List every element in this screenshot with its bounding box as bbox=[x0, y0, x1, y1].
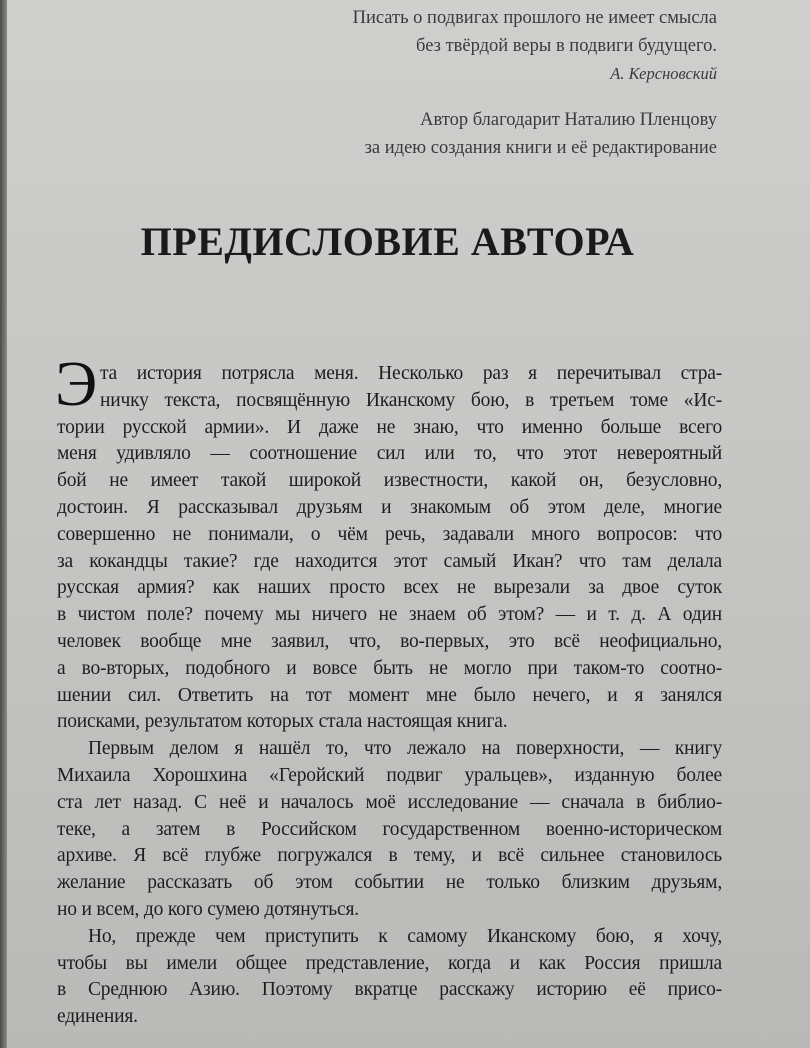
text-line: ничку текста, посвящённую Иканскому бою, в третьем томе «Ис- bbox=[100, 389, 722, 411]
epigraph-line: Писать о подвигах прошлого не имеет смысла bbox=[352, 8, 717, 28]
text-line: Но, прежде чем приступить к самому Иканскому бою, я хочу, bbox=[88, 925, 722, 947]
text-line: тории русской армии». И даже не знаю, что именно больше всего bbox=[57, 416, 722, 438]
epigraph-line: без твёрдой веры в подвиги будущего. bbox=[416, 36, 717, 56]
text-line: теке, а затем в Российском государственном военно-историческом bbox=[57, 818, 722, 840]
text-line: архиве. Я всё глубже погружался в тему, и всё сильнее становилось bbox=[57, 845, 722, 867]
text-line: в Среднюю Азию. Поэтому вкратце расскажу историю её присо- bbox=[57, 979, 722, 1001]
text-line: та история потрясла меня. Несколько раз я перечитывал стра- bbox=[100, 363, 722, 384]
text-line: Михаила Хорошхина «Геройский подвиг уральцев», изданную более bbox=[57, 764, 722, 786]
epigraph bbox=[353, 4, 717, 88]
text-line: желание рассказать об этом событии не только близким друзьям, bbox=[57, 872, 722, 894]
text-line: ста лет назад. С неё и началось моё исследование — сначала в библио- bbox=[57, 791, 722, 813]
text-line: в чистом поле? почему мы ничего не знаем об этом? — и т. д. А один bbox=[57, 604, 722, 626]
chapter-title: ПРЕДИСЛОВИЕ АВТОРА bbox=[140, 219, 635, 264]
acknowledgement bbox=[365, 106, 717, 162]
text-line: единения. bbox=[57, 1006, 138, 1028]
text-line: шении сил. Ответить на тот момент мне было нечего, и я занялся bbox=[57, 684, 722, 706]
acknowledgement-line: Автор благодарит Наталию Пленцову bbox=[420, 110, 717, 130]
text-line: но и всем, до кого сумею дотянуться. bbox=[57, 898, 359, 920]
text-line: бой не имеет такой широкой известности, какой он, безусловно, bbox=[57, 470, 722, 492]
drop-cap: Э bbox=[55, 348, 98, 419]
text-line: человек вообще мне заявил, что, во-первых, это всё неофициально, bbox=[57, 630, 722, 652]
text-line: а во-вторых, подобного и вовсе быть не могло при таком-то соотно- bbox=[57, 657, 722, 679]
text-line: поисками, результатом которых стала настоящая книга. bbox=[57, 711, 508, 733]
body-text bbox=[57, 361, 722, 1031]
text-line: чтобы вы имели общее представление, когда и как Россия пришла bbox=[57, 952, 722, 974]
text-line: за кокандцы такие? где находится этот самый Икан? что там делала bbox=[57, 550, 722, 572]
epigraph-author: А. Керсновский bbox=[610, 64, 717, 83]
text-line: меня удивляло — соотношение сил или то, что этот невероятный bbox=[57, 443, 722, 465]
acknowledgement-line: за идею создания книги и её редактирование bbox=[364, 138, 717, 158]
text-line: Первым делом я нашёл то, что лежало на поверхности, — книгу bbox=[88, 738, 722, 760]
page-binding-edge bbox=[0, 0, 7, 1048]
text-line: русская армия? как наших просто всех не вырезали за двое суток bbox=[57, 577, 722, 599]
text-line: совершенно не понимали, о чём речь, задавали много вопросов: что bbox=[57, 523, 722, 545]
text-line: достоин. Я рассказывал друзьям и знакомым об этом деле, многие bbox=[57, 496, 722, 518]
